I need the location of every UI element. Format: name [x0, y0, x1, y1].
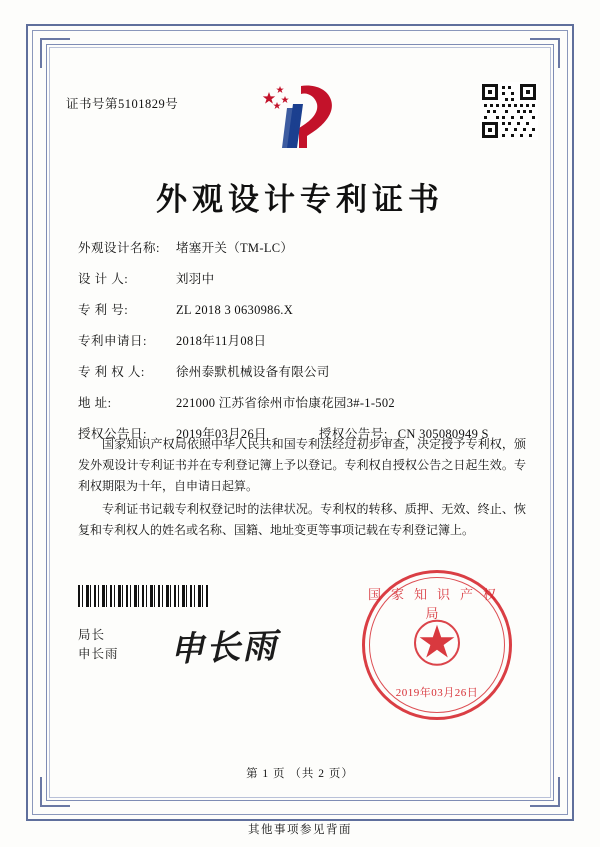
field-label: 设 计 人: — [78, 272, 129, 286]
grant-date-value: 2019年03月26日 — [176, 427, 267, 441]
field-row — [78, 273, 530, 286]
field-row — [78, 366, 530, 379]
certificate-content — [60, 60, 540, 787]
official-red-seal-icon — [362, 570, 512, 720]
certificate-number: 证书号第5101829号 — [66, 97, 179, 111]
seal-date: 2019年03月26日 — [395, 687, 479, 699]
grant-number-label: 授权公告号: — [318, 427, 388, 441]
handwritten-signature: 申长雨 — [169, 628, 279, 669]
field-value: 堵塞开关（TM-LC） — [176, 241, 294, 255]
field-row — [78, 304, 530, 317]
field-value: ZL 2018 3 0630986.X — [176, 303, 294, 317]
field-value: 徐州泰默机械设备有限公司 — [176, 365, 330, 379]
field-value: 刘羽中 — [176, 272, 215, 286]
grant-date-label: 授权公告日: — [78, 427, 147, 441]
signatory-name: 申长雨 — [78, 647, 119, 662]
field-value: 221000 江苏省徐州市怡康花园3#-1-502 — [176, 396, 395, 410]
legal-paragraph: 国家知识产权局依照中华人民共和国专利法经过初步审查，决定授予专利权，颁发外观设计专利证书并在专利登记簿上予以登记。专利权自授权公告之日起生效。专利权期限为十年，自申请日起算。 — [78, 437, 526, 493]
grant-number-value: CN 305080949 S — [397, 427, 489, 441]
seal-agency-text: 国家知识产权局 — [367, 587, 506, 621]
field-row — [78, 397, 530, 410]
field-label: 专 利 号: — [78, 303, 129, 317]
field-label: 专 利 权 人: — [78, 365, 145, 379]
signatory-role: 局长 — [78, 628, 106, 642]
footnote: 其他事项参见背面 — [248, 824, 352, 836]
page-title: 外观设计专利证书 — [156, 182, 444, 217]
seal-emblem-icon — [409, 615, 465, 671]
field-label: 外观设计名称: — [78, 241, 160, 255]
field-list — [78, 242, 530, 459]
field-row — [78, 242, 530, 255]
barcode-icon — [78, 585, 210, 607]
patent-office-emblem-icon — [257, 78, 343, 154]
qr-code-icon — [480, 82, 538, 140]
legal-paragraph: 专利证书记载专利权登记时的法律状况。专利权的转移、质押、无效、终止、恢复和专利权人的姓名或名称、国籍、地址变更等事项记载在专利登记簿上。 — [78, 502, 526, 537]
signatory-block — [78, 626, 119, 665]
field-label: 地 址: — [78, 396, 112, 410]
field-row — [78, 335, 530, 348]
field-label: 专利申请日: — [78, 334, 147, 348]
field-value: 2018年11月08日 — [176, 334, 267, 348]
legal-text — [78, 434, 526, 543]
page-indicator: 第 1 页 （共 2 页） — [246, 768, 354, 780]
